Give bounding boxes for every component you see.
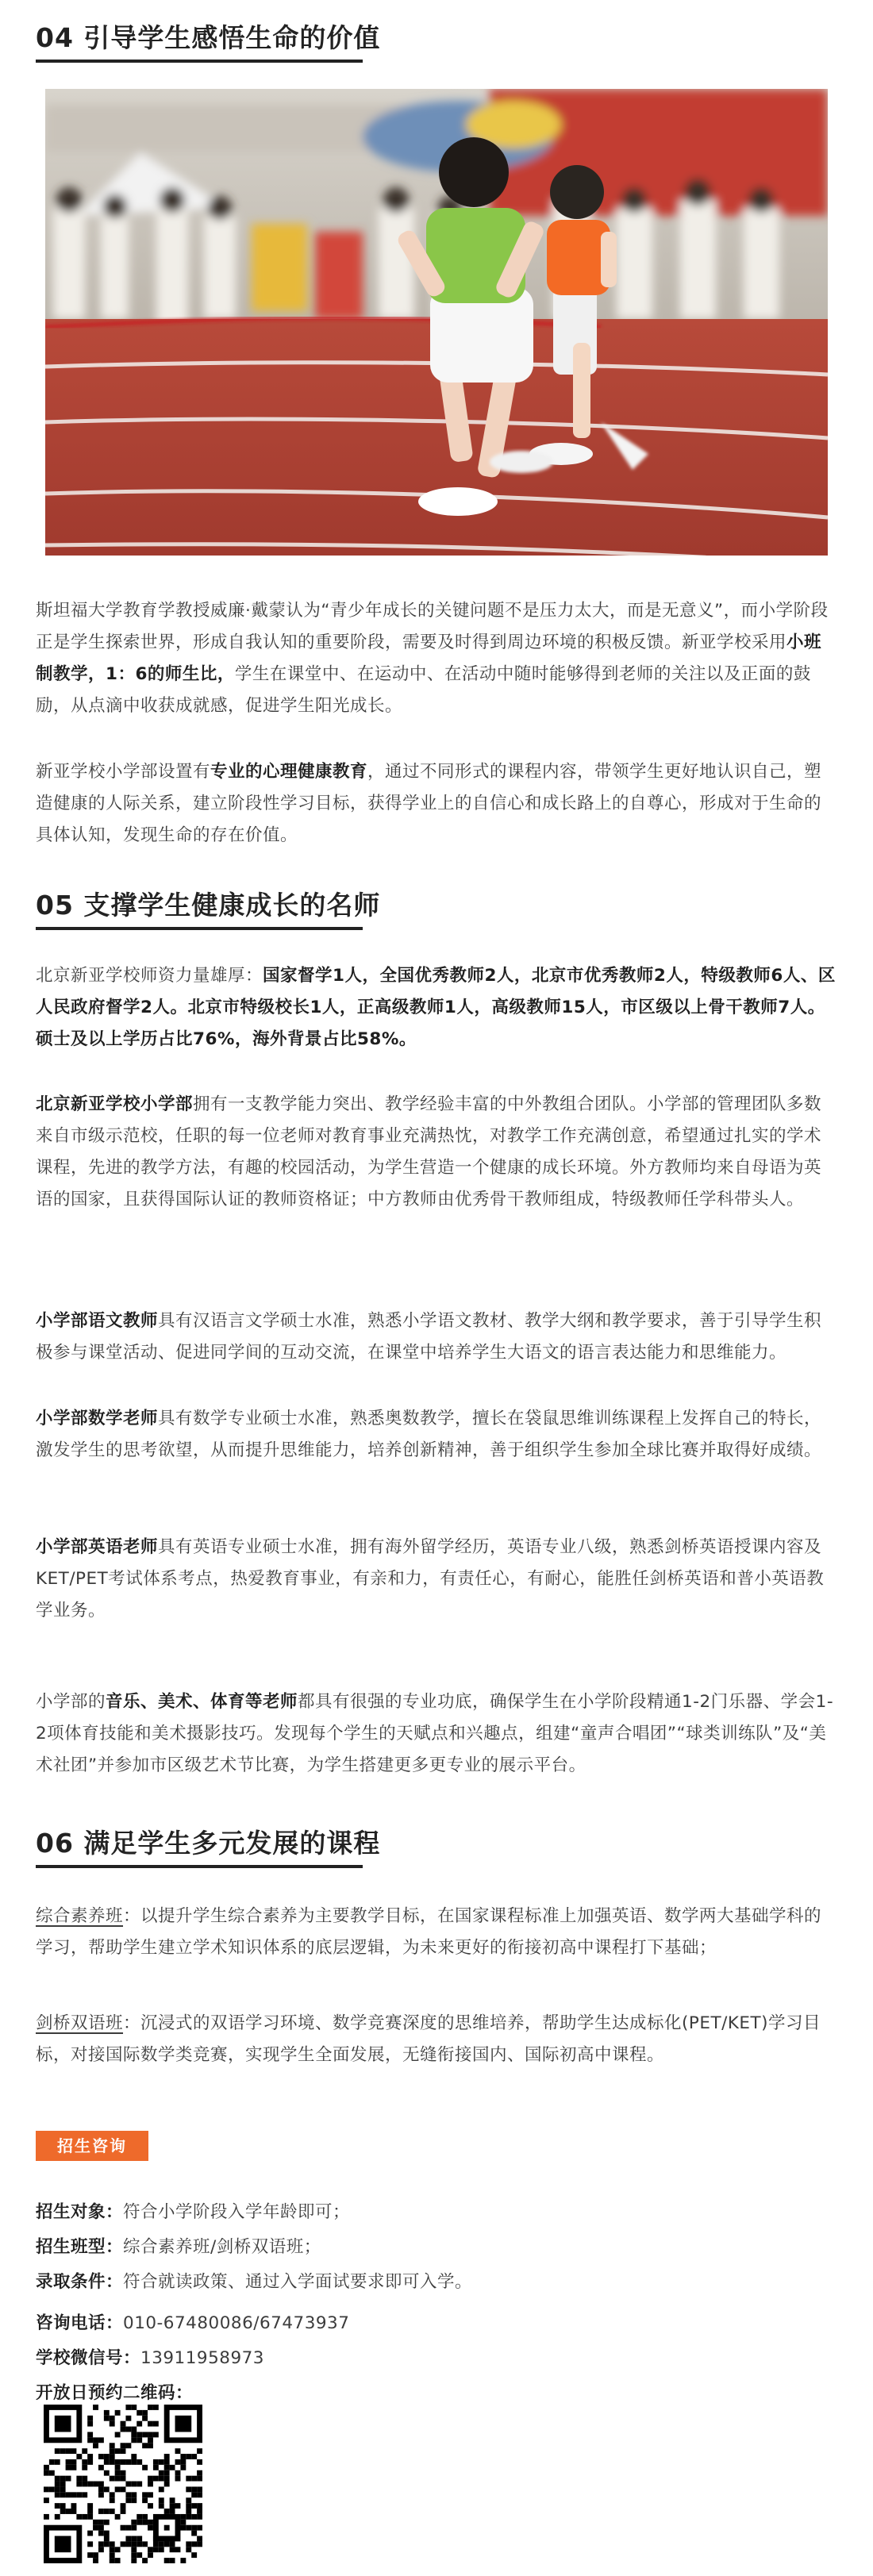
text-span: 具有数学专业硕士水准，熟悉奥数教学，擅长在袋鼠思维训练课程上发挥自己的特长，激发学生的思考欲望，从而提升思维能力，培养创新精神，善于组织学生参加全球比赛并取得好成绩。 xyxy=(36,1409,822,1460)
paragraph-05-4 xyxy=(36,1403,837,1467)
info-row xyxy=(36,2197,837,2228)
paragraph-05-2 xyxy=(36,1089,837,1216)
bold-text: 国家督学1人，全国优秀教师2人，北京市优秀教师2人，特级教师6人、区人民政府督学2人。北京市特级校长1人，正高级教师1人，高级教师15人，市区级以上骨干教师7人。硕士及以上学历占比76%，海外背景占比58%。 xyxy=(36,966,836,1049)
section-title: 04 引导学生感悟生命的价值 xyxy=(36,22,381,53)
paragraph-05-1 xyxy=(36,960,837,1055)
info-row xyxy=(36,2266,837,2298)
text-span: 具有汉语言文学硕士水准，熟悉小学语文教材、教学大纲和教学要求，善于引导学生积极参与课堂活动、促进同学间的互动交流，在课堂中培养学生大语文的语言表达能力和思维能力。 xyxy=(36,1311,822,1363)
section-title: 06 满足学生多元发展的课程 xyxy=(36,1828,381,1859)
section-heading-05 xyxy=(36,885,380,922)
heading-underline xyxy=(36,1865,363,1868)
contact-label: 咨询电话： xyxy=(36,2313,124,2333)
admissions-info xyxy=(36,2197,837,2298)
wechat-value: 13911958973 xyxy=(140,2348,264,2368)
bold-text: 北京新亚学校小学部 xyxy=(36,1094,194,1114)
text-span: ：沉浸式的双语学习环境、数学竞赛深度的思维培养，帮助学生达成标化(PET/KET)学习目标，对接国际数学类竞赛，实现学生全面发展，无缝衔接国内、国际初高中课程。 xyxy=(36,2013,821,2065)
info-label: 招生对象： xyxy=(36,2202,124,2222)
underlined-text: 综合素养班 xyxy=(36,1906,124,1926)
contact-row xyxy=(36,2343,837,2374)
section-title: 05 支撑学生健康成长的名师 xyxy=(36,890,381,921)
contact-label: 开放日预约二维码： xyxy=(36,2383,194,2403)
open-day-qr-code[interactable] xyxy=(44,2405,202,2563)
admissions-badge: 招生咨询 xyxy=(36,2131,148,2161)
paragraph-04-2 xyxy=(36,756,837,852)
contact-label: 学校微信号： xyxy=(36,2348,141,2368)
contact-info xyxy=(36,2308,837,2409)
bold-text: 小学部数学老师 xyxy=(36,1409,159,1428)
text-span: 具有英语专业硕士水准，拥有海外留学经历，英语专业八级，熟悉剑桥英语授课内容及KET/PET考试体系考点，热爱教育事业，有亲和力，有责任心，有耐心，能胜任剑桥英语和普小英语教学业务。 xyxy=(36,1537,825,1621)
info-value: 符合就读政策、通过入学面试要求即可入学。 xyxy=(123,2272,473,2292)
paragraph-06-1 xyxy=(36,1901,837,1964)
paragraph-04-1 xyxy=(36,595,837,722)
text-span: 学生在课堂中、在运动中、在活动中随时能够得到老师的关注以及正面的鼓励，从点滴中收获成就感，促进学生阳光成长。 xyxy=(36,664,811,716)
info-label: 招生班型： xyxy=(36,2237,124,2257)
text-span: 新亚学校小学部设置有 xyxy=(36,762,211,782)
bold-text: 小学部英语老师 xyxy=(36,1537,159,1557)
text-span: 斯坦福大学教育学教授威廉·戴蒙认为“青少年成长的关键问题不是压力太大，而是无意义”，而小学阶段正是学生探索世界，形成自我认知的重要阶段，需要及时得到周边环境的积极反馈。新亚学校采用 xyxy=(36,601,829,652)
paragraph-05-3 xyxy=(36,1305,837,1369)
info-value: 符合小学阶段入学年龄即可； xyxy=(123,2202,351,2222)
text-span: 都具有很强的专业功底，确保学生在小学阶段精通1-2门乐器、学会1-2项体育技能和美术摄影技巧。发现每个学生的天赋点和兴趣点，组建“童声合唱团”“球类训练队”及“美术社团”并参加市区级艺术节比赛，为学生搭建更多更专业的展示平台。 xyxy=(36,1692,834,1775)
text-span: ，通过不同形式的课程内容，带领学生更好地认识自己，塑造健康的人际关系，建立阶段性学习目标，获得学业上的自信心和成长路上的自尊心，形成对于生命的具体认知，发现生命的存在价值。 xyxy=(36,762,822,845)
bold-text: 小学部语文教师 xyxy=(36,1311,159,1331)
bold-text: 音乐、美术、体育等老师 xyxy=(106,1692,298,1712)
phone-value: 010-67480086/67473937 xyxy=(123,2313,350,2333)
underlined-text: 剑桥双语班 xyxy=(36,2013,124,2033)
info-value: 综合素养班/剑桥双语班； xyxy=(123,2237,321,2257)
text-span: 拥有一支教学能力突出、教学经验丰富的中外教组合团队。小学部的管理团队多数来自市级示范校，任职的每一位老师对教育事业充满热忱，对教学工作充满创意，希望通过扎实的学术课程，先进的教学方法，有趣的校园活动，为学生营造一个健康的成长环境。外方教师均来自母语为英语的国家，且获得国际认证的教师资格证；中方教师由优秀骨干教师组成，特级教师任学科带头人。 xyxy=(36,1094,822,1209)
running-race-illustration xyxy=(45,89,828,556)
info-label: 录取条件： xyxy=(36,2272,124,2292)
paragraph-05-5 xyxy=(36,1532,837,1627)
heading-underline xyxy=(36,927,363,930)
info-row xyxy=(36,2232,837,2263)
text-span: ：以提升学生综合素养为主要教学目标，在国家课程标准上加强英语、数学两大基础学科的学习，帮助学生建立学术知识体系的底层逻辑，为未来更好的衔接初高中课程打下基础； xyxy=(36,1906,822,1958)
section-heading-06 xyxy=(36,1823,380,1860)
text-span: 小学部的 xyxy=(36,1692,106,1712)
heading-underline xyxy=(36,60,363,63)
section-heading-04 xyxy=(36,17,380,55)
bold-text: 专业的心理健康教育 xyxy=(210,762,368,782)
text-span: 北京新亚学校师资力量雄厚： xyxy=(36,966,263,986)
bold-text: 小班制教学，1：6的师生比， xyxy=(36,632,822,684)
paragraph-06-2 xyxy=(36,2008,837,2071)
contact-row xyxy=(36,2308,837,2340)
paragraph-05-6 xyxy=(36,1686,837,1782)
kids-running-photo xyxy=(45,89,828,556)
